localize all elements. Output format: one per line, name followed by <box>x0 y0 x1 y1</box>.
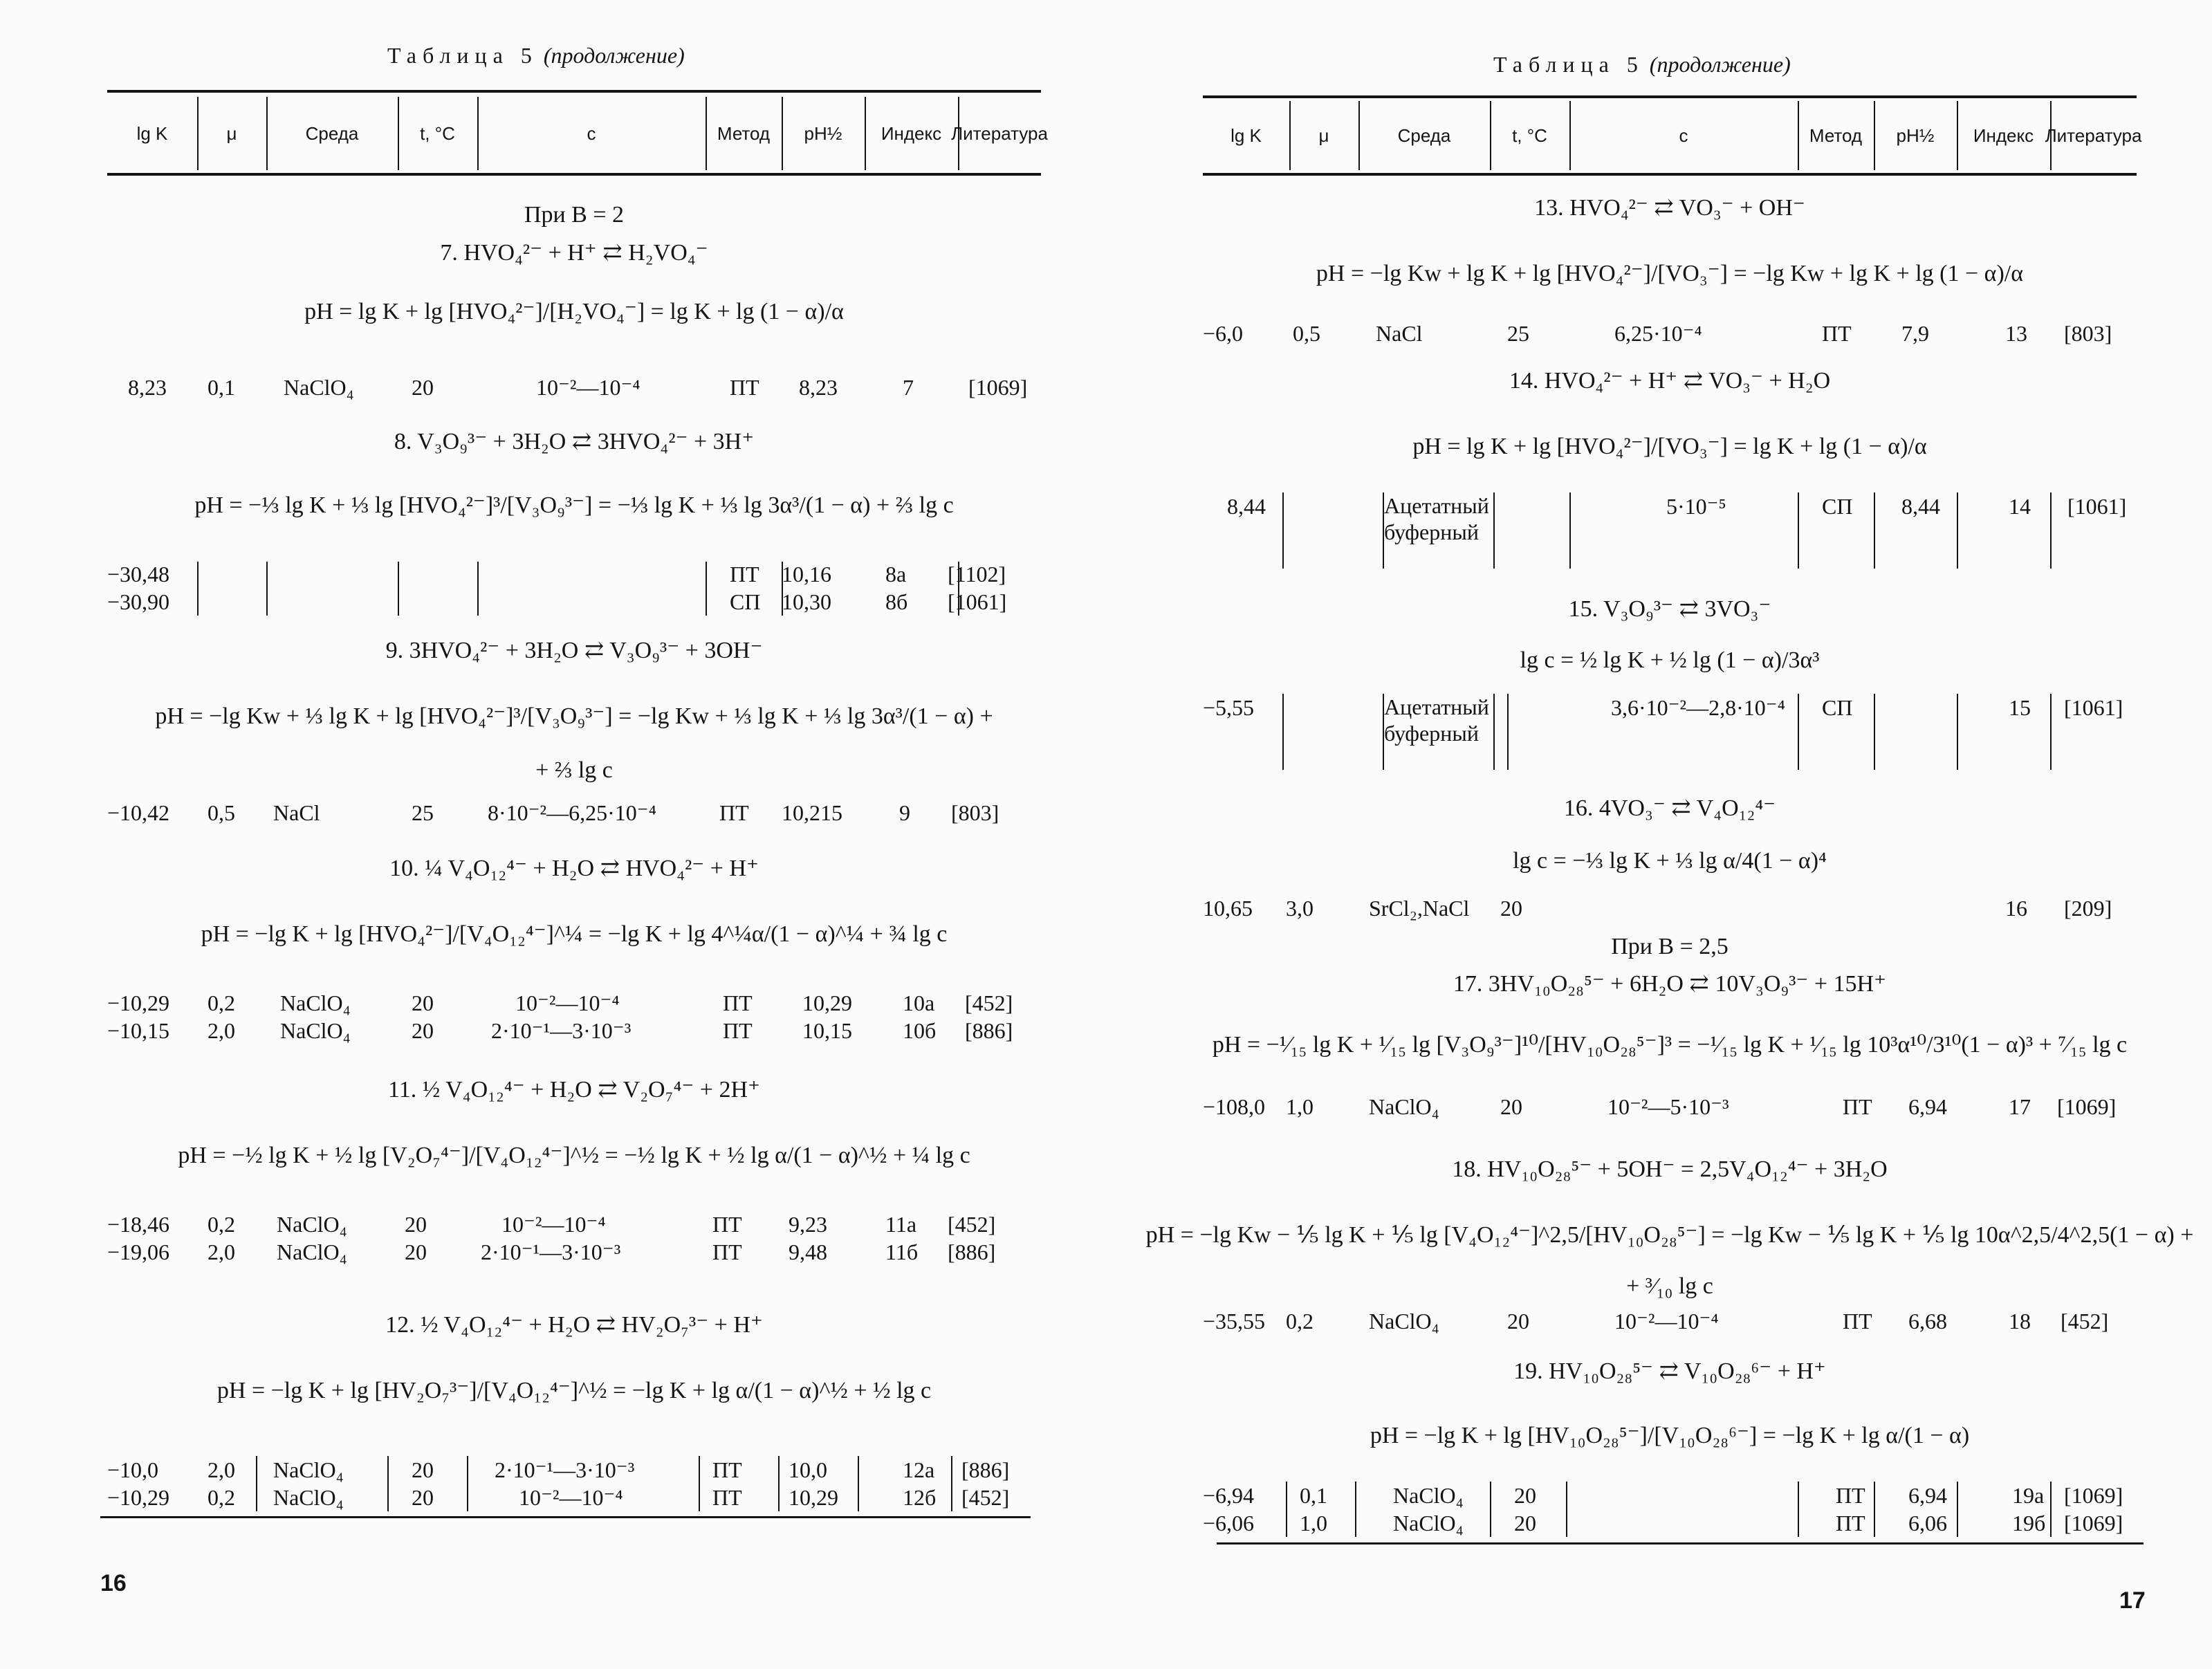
column-separator <box>782 562 783 616</box>
reaction-9-title: 9. 3HVO₄²⁻ + 3H₂O ⇄ V₃O₉³⁻ + 3OH⁻ <box>385 638 763 663</box>
cell-method: ПТ <box>1822 321 1852 346</box>
cell-literature: [1069] <box>2057 1094 2117 1119</box>
cell-concentration: 10⁻²—5·10⁻³ <box>1607 1094 1729 1119</box>
cell-temperature: 20 <box>412 990 434 1015</box>
header-separator <box>197 97 199 170</box>
cell-temperature: 20 <box>1507 1309 1529 1334</box>
cell-index: 17 <box>2009 1094 2031 1119</box>
reaction-18-title: 18. HV₁₀O₂₈⁵⁻ + 5OH⁻ = 2,5V₄O₁₂⁴⁻ + 3H₂O <box>1452 1156 1888 1182</box>
cell-literature: [886] <box>961 1457 1010 1482</box>
header-ph: pH½ <box>1896 125 1935 146</box>
table-row <box>1203 320 2137 347</box>
cell-lgk: −5,55 <box>1203 695 1255 720</box>
cell-literature: [1069] <box>2064 1483 2123 1508</box>
cell-temperature: 20 <box>412 1485 434 1510</box>
cell-mu: 0,2 <box>208 1485 235 1510</box>
column-separator <box>2050 492 2052 569</box>
cell-medium: NaClO₄ <box>277 1212 347 1237</box>
condition-b25: При B = 2,5 <box>1611 934 1729 959</box>
cell-lgk: −30,90 <box>107 589 170 614</box>
cell-literature: [1069] <box>968 375 1028 400</box>
cell-medium: NaClO₄ <box>277 1239 347 1264</box>
reaction-19-equation: pH = −lg K + lg [HV₁₀O₂₈⁵⁻]/[V₁₀O₂₈⁶⁻] = −lg K + lg α/(1 − α) <box>1370 1423 1970 1448</box>
cell-concentration: 10⁻²—10⁻⁴ <box>501 1212 606 1237</box>
header-separator <box>1798 101 1799 170</box>
column-separator <box>1490 1482 1491 1537</box>
cell-medium: NaClO₄ <box>280 1018 351 1043</box>
table-bottom-rule <box>1217 1542 2144 1544</box>
cell-concentration: 2·10⁻¹—3·10⁻³ <box>495 1457 635 1482</box>
cell-concentration: 10⁻²—10⁻⁴ <box>515 990 620 1015</box>
column-separator <box>958 562 959 616</box>
column-separator <box>2050 694 2052 770</box>
cell-index: 12б <box>903 1485 937 1510</box>
table-row <box>1203 1093 2137 1121</box>
cell-medium: SrCl₂,NaCl <box>1369 896 1470 921</box>
header-literature: Литература <box>951 123 1048 144</box>
cell-lgk: −35,55 <box>1203 1309 1266 1334</box>
column-separator <box>266 562 268 616</box>
cell-method: СП <box>730 589 761 614</box>
header-index: Индекс <box>881 123 942 144</box>
cell-index: 14 <box>2009 494 2031 519</box>
column-separator <box>1493 694 1495 770</box>
cell-lgk: 10,65 <box>1203 896 1253 921</box>
cell-concentration: 2·10⁻¹—3·10⁻³ <box>491 1018 632 1043</box>
cell-index: 19б <box>2012 1511 2046 1536</box>
column-separator <box>2050 1482 2052 1537</box>
table-row <box>1203 1307 2137 1335</box>
cell-mu: 3,0 <box>1286 896 1314 921</box>
cell-lgk: −18,46 <box>107 1212 170 1237</box>
reaction-8-title: 8. V₃O₉³⁻ + 3H₂O ⇄ 3HVO₄²⁻ + 3H⁺ <box>394 429 755 454</box>
header-temperature: t, °C <box>420 123 455 144</box>
reaction-17-equation: pH = −¹⁄₁₅ lg K + ¹⁄₁₅ lg [V₃O₉³⁻]¹⁰/[HV₁₀O₂₈⁵⁻]³ = −¹⁄₁₅ lg K + ¹⁄₁₅ lg 10³α¹⁰/3¹⁰(1 − α)³ + ⁷⁄₁₅ lg c <box>1212 1032 2128 1058</box>
cell-method: ПТ <box>723 1018 753 1043</box>
cell-lgk: −6,06 <box>1203 1511 1255 1536</box>
cell-literature: [452] <box>965 990 1013 1015</box>
column-separator <box>256 1456 257 1511</box>
cell-medium: Ацетатный буферный <box>1384 694 1489 746</box>
cell-lgk: −10,15 <box>107 1018 170 1043</box>
cell-lgk: −30,48 <box>107 562 170 587</box>
column-separator <box>1874 1482 1875 1537</box>
header-medium: Среда <box>305 123 359 144</box>
cell-mu: 1,0 <box>1286 1094 1314 1119</box>
cell-ph: 10,15 <box>802 1018 852 1043</box>
cell-ph: 10,29 <box>789 1485 838 1510</box>
table-header-rule <box>107 173 1041 176</box>
cell-medium: Ацетатный буферный <box>1384 493 1489 544</box>
header-method: Метод <box>1809 125 1863 146</box>
cell-index: 19а <box>2012 1483 2045 1508</box>
column-separator <box>1957 1482 1958 1537</box>
cell-lgk: −10,42 <box>107 800 170 825</box>
column-separator <box>1286 1482 1287 1537</box>
header-concentration: c <box>587 123 596 144</box>
cell-lgk: 8,44 <box>1227 494 1266 519</box>
cell-index: 11б <box>885 1239 919 1264</box>
cell-temperature: 20 <box>412 1457 434 1482</box>
cell-literature: [886] <box>948 1239 996 1264</box>
column-separator <box>398 562 399 616</box>
header-separator <box>1874 101 1875 170</box>
table-top-rule <box>1203 95 2137 98</box>
cell-literature: [452] <box>961 1485 1010 1510</box>
reaction-12-title: 12. ½ V₄O₁₂⁴⁻ + H₂O ⇄ HV₂O₇³⁻ + H⁺ <box>385 1312 763 1338</box>
cell-ph: 7,9 <box>1901 321 1929 346</box>
cell-index: 18 <box>2009 1309 2031 1334</box>
reaction-9-equation: pH = −lg Kw + ⅓ lg K + lg [HVO₄²⁻]³/[V₃O₉³⁻] = −lg Kw + ⅓ lg K + ⅓ lg 3α³/(1 − α) + <box>155 703 993 729</box>
cell-method: СП <box>1822 494 1853 519</box>
table-caption: Таблица 5 (продолжение) <box>387 43 685 68</box>
cell-concentration: 3,6·10⁻²—2,8·10⁻⁴ <box>1611 695 1785 720</box>
reaction-7-title: 7. HVO₄²⁻ + H⁺ ⇄ H₂VO₄⁻ <box>440 240 708 266</box>
table-caption: Таблица 5 (продолжение) <box>1493 52 1791 77</box>
cell-mu: 0,5 <box>208 800 235 825</box>
header-separator <box>398 97 399 170</box>
cell-concentration: 10⁻²—10⁻⁴ <box>536 375 640 400</box>
cell-ph: 10,16 <box>782 562 831 587</box>
cell-mu: 2,0 <box>208 1457 235 1482</box>
cell-temperature: 20 <box>1500 1094 1522 1119</box>
cell-temperature: 25 <box>1507 321 1529 346</box>
reaction-13-equation: pH = −lg Kw + lg K + lg [HVO₄²⁻]/[VO₃⁻] = −lg Kw + lg K + lg (1 − α)/α <box>1316 261 2024 286</box>
cell-index: 12а <box>903 1457 935 1482</box>
reaction-12-equation: pH = −lg K + lg [HV₂O₇³⁻]/[V₄O₁₂⁴⁻]^½ = −lg K + lg α/(1 − α)^½ + ½ lg c <box>216 1378 932 1403</box>
column-separator <box>467 1456 468 1511</box>
cell-index: 15 <box>2009 695 2031 720</box>
cell-medium: NaClO₄ <box>280 990 351 1015</box>
cell-method: ПТ <box>712 1457 742 1482</box>
cell-index: 9 <box>899 800 910 825</box>
header-lgk: lg K <box>136 123 168 144</box>
cell-mu: 0,2 <box>1286 1309 1314 1334</box>
cell-lgk: −108,0 <box>1203 1094 1266 1119</box>
header-index: Индекс <box>1973 125 2034 146</box>
header-separator <box>782 97 783 170</box>
cell-ph: 8,23 <box>799 375 838 400</box>
header-separator <box>1289 101 1291 170</box>
cell-temperature: 20 <box>405 1239 427 1264</box>
cell-mu: 0,1 <box>208 375 235 400</box>
column-separator <box>1798 492 1799 569</box>
column-separator <box>778 1456 780 1511</box>
cell-lgk: −10,0 <box>107 1457 159 1482</box>
column-separator <box>1282 694 1284 770</box>
cell-concentration: 10⁻²—10⁻⁴ <box>519 1485 623 1510</box>
column-separator <box>706 562 707 616</box>
table-row <box>107 989 1041 1017</box>
column-separator <box>951 1456 952 1511</box>
cell-index: 16 <box>2005 896 2027 921</box>
table-header-rule <box>1203 173 2137 176</box>
reaction-7-equation: pH = lg K + lg [HVO₄²⁻]/[H₂VO₄⁻] = lg K + lg (1 − α)/α <box>304 299 844 324</box>
column-separator <box>197 562 199 616</box>
cell-index: 8б <box>885 589 908 614</box>
header-method: Метод <box>717 123 771 144</box>
cell-ph: 10,29 <box>802 990 852 1015</box>
column-separator <box>1566 1482 1567 1537</box>
table-row <box>107 799 1041 827</box>
table-top-rule <box>107 90 1041 93</box>
cell-method: ПТ <box>719 800 749 825</box>
cell-lgk: −6,94 <box>1203 1483 1255 1508</box>
cell-literature: [209] <box>2064 896 2112 921</box>
cell-method: ПТ <box>712 1485 742 1510</box>
cell-concentration: 10⁻²—10⁻⁴ <box>1614 1309 1719 1334</box>
cell-temperature: 20 <box>1514 1483 1536 1508</box>
cell-concentration: 2·10⁻¹—3·10⁻³ <box>481 1239 621 1264</box>
condition-b2: При B = 2 <box>524 202 625 228</box>
cell-literature: [803] <box>2064 321 2112 346</box>
reaction-16-equation: lg c = −⅓ lg K + ⅓ lg α/4(1 − α)⁴ <box>1513 848 1827 874</box>
cell-lgk: −10,29 <box>107 1485 170 1510</box>
table-row <box>1203 694 2137 746</box>
cell-concentration: 6,25·10⁻⁴ <box>1614 321 1702 346</box>
column-separator <box>1383 492 1384 569</box>
cell-ph: 9,23 <box>789 1212 827 1237</box>
column-separator <box>1282 492 1284 569</box>
cell-concentration: 5·10⁻⁵ <box>1666 494 1726 519</box>
column-separator <box>699 1456 700 1511</box>
cell-medium: NaClO₄ <box>1369 1094 1439 1119</box>
column-separator <box>1798 1482 1799 1537</box>
cell-literature: [1069] <box>2064 1511 2123 1536</box>
cell-temperature: 20 <box>412 1018 434 1043</box>
column-separator <box>1355 1482 1356 1537</box>
reaction-18-equation-continued: + ³⁄₁₀ lg c <box>1626 1273 1713 1299</box>
table-row <box>1203 894 2137 922</box>
header-medium: Среда <box>1397 125 1451 146</box>
cell-temperature: 20 <box>1500 896 1522 921</box>
header-separator <box>865 97 866 170</box>
cell-ph: 10,30 <box>782 589 831 614</box>
table-row <box>107 1238 1041 1266</box>
cell-method: ПТ <box>730 562 759 587</box>
cell-medium: NaClO₄ <box>1393 1511 1464 1536</box>
cell-ph: 8,44 <box>1901 494 1940 519</box>
cell-literature: [1061] <box>2064 695 2123 720</box>
reaction-15-title: 15. V₃O₉³⁻ ⇄ 3VO₃⁻ <box>1568 596 1771 622</box>
cell-literature: [452] <box>948 1212 996 1237</box>
cell-ph: 10,0 <box>789 1457 827 1482</box>
table-row <box>1203 492 2137 544</box>
table-row <box>1203 1509 2137 1537</box>
header-separator <box>2050 101 2052 170</box>
cell-mu: 0,2 <box>208 990 235 1015</box>
header-separator <box>1358 101 1360 170</box>
cell-method: ПТ <box>1836 1483 1865 1508</box>
cell-mu: 1,0 <box>1300 1511 1327 1536</box>
column-separator <box>1874 492 1875 569</box>
header-temperature: t, °C <box>1512 125 1547 146</box>
cell-ph: 10,215 <box>782 800 842 825</box>
cell-index: 11а <box>885 1212 917 1237</box>
header-ph: pH½ <box>804 123 842 144</box>
reaction-10-title: 10. ¼ V₄O₁₂⁴⁻ + H₂O ⇄ HVO₄²⁻ + H⁺ <box>389 856 759 881</box>
cell-medium: NaClO₄ <box>273 1485 344 1510</box>
header-separator <box>1490 101 1491 170</box>
cell-method: ПТ <box>730 375 759 400</box>
column-separator <box>1957 694 1958 770</box>
cell-medium: NaClO₄ <box>284 375 354 400</box>
column-separator <box>477 562 479 616</box>
table-row <box>107 374 1041 401</box>
header-lgk: lg K <box>1231 125 1262 146</box>
cell-mu: 0,1 <box>1300 1483 1327 1508</box>
cell-medium: NaClO₄ <box>1393 1483 1464 1508</box>
cell-concentration: 8·10⁻²—6,25·10⁻⁴ <box>488 800 656 825</box>
cell-mu: 0,5 <box>1293 321 1320 346</box>
header-separator <box>958 97 959 170</box>
header-concentration: c <box>1679 125 1688 146</box>
cell-lgk: −19,06 <box>107 1239 170 1264</box>
cell-literature: [1061] <box>948 589 1007 614</box>
header-separator <box>706 97 707 170</box>
cell-literature: [803] <box>951 800 999 825</box>
table-row <box>107 560 1041 588</box>
cell-literature: [1061] <box>2067 494 2127 519</box>
column-separator <box>1798 694 1799 770</box>
cell-temperature: 20 <box>412 375 434 400</box>
reaction-9-equation-continued: + ⅔ lg c <box>535 757 613 783</box>
reaction-8-equation: pH = −⅓ lg K + ⅓ lg [HVO₄²⁻]³/[V₃O₉³⁻] = −⅓ lg K + ⅓ lg 3α³/(1 − α) + ⅔ lg c <box>194 492 954 518</box>
header-separator <box>1569 101 1571 170</box>
reaction-10-equation: pH = −lg K + lg [HVO₄²⁻]/[V₄O₁₂⁴⁻]^¼ = −lg K + lg 4^¼α/(1 − α)^¼ + ¾ lg c <box>201 921 948 947</box>
cell-index: 7 <box>903 375 914 400</box>
reaction-13-title: 13. HVO₄²⁻ ⇄ VO₃⁻ + OH⁻ <box>1534 195 1805 221</box>
cell-lgk: −10,29 <box>107 990 170 1015</box>
cell-mu: 2,0 <box>208 1239 235 1264</box>
table-row <box>107 1484 1041 1511</box>
cell-lgk: −6,0 <box>1203 321 1244 346</box>
cell-method: ПТ <box>1836 1511 1865 1536</box>
table-row <box>107 588 1041 616</box>
cell-medium: NaClO₄ <box>273 1457 344 1482</box>
cell-ph: 9,48 <box>789 1239 827 1264</box>
cell-literature: [886] <box>965 1018 1013 1043</box>
header-literature: Литература <box>2045 125 2142 146</box>
reaction-11-title: 11. ½ V₄O₁₂⁴⁻ + H₂O ⇄ V₂O₇⁴⁻ + 2H⁺ <box>388 1077 760 1103</box>
cell-index: 10а <box>903 990 935 1015</box>
page-number: 17 <box>2119 1587 2146 1614</box>
column-separator <box>1493 492 1495 569</box>
cell-mu: 0,2 <box>208 1212 235 1237</box>
cell-medium: NaCl <box>273 800 320 825</box>
cell-ph: 6,94 <box>1908 1483 1947 1508</box>
table-row <box>107 1017 1041 1044</box>
reaction-14-title: 14. HVO₄²⁻ + H⁺ ⇄ VO₃⁻ + H₂O <box>1509 368 1831 394</box>
reaction-16-title: 16. 4VO₃⁻ ⇄ V₄O₁₂⁴⁻ <box>1563 795 1776 821</box>
cell-index: 10б <box>903 1018 937 1043</box>
column-separator <box>1874 694 1875 770</box>
column-separator <box>858 1456 859 1511</box>
cell-temperature: 25 <box>412 800 434 825</box>
cell-literature: [1102] <box>948 562 1006 587</box>
cell-ph: 6,06 <box>1908 1511 1947 1536</box>
cell-temperature: 20 <box>405 1212 427 1237</box>
column-separator <box>1569 492 1571 569</box>
header-separator <box>1957 101 1958 170</box>
cell-method: СП <box>1822 695 1853 720</box>
reaction-19-title: 19. HV₁₀O₂₈⁵⁻ ⇄ V₁₀O₂₈⁶⁻ + H⁺ <box>1513 1358 1826 1384</box>
header-mu: μ <box>1318 125 1329 146</box>
page-number: 16 <box>100 1570 127 1596</box>
reaction-15-equation: lg c = ½ lg K + ½ lg (1 − α)/3α³ <box>1520 647 1820 673</box>
table-row <box>107 1210 1041 1238</box>
cell-medium: NaCl <box>1376 321 1423 346</box>
column-separator <box>1383 694 1384 770</box>
column-separator <box>1507 694 1509 770</box>
column-separator <box>387 1456 389 1511</box>
header-separator <box>477 97 479 170</box>
cell-method: ПТ <box>1843 1094 1872 1119</box>
reaction-14-equation: pH = lg K + lg [HVO₄²⁻]/[VO₃⁻] = lg K + lg (1 − α)/α <box>1412 434 1927 459</box>
cell-method: ПТ <box>712 1239 742 1264</box>
cell-method: ПТ <box>1843 1309 1872 1334</box>
reaction-11-equation: pH = −½ lg K + ½ lg [V₂O₇⁴⁻]/[V₄O₁₂⁴⁻]^½ = −½ lg K + ½ lg α/(1 − α)^½ + ¼ lg c <box>178 1143 970 1168</box>
cell-ph: 6,94 <box>1908 1094 1947 1119</box>
cell-mu: 2,0 <box>208 1018 235 1043</box>
reaction-18-equation: pH = −lg Kw − ⅕ lg K + ⅕ lg [V₄O₁₂⁴⁻]^2,5/[HV₁₀O₂₈⁵⁻] = −lg Kw − ⅕ lg K + ⅕ lg 10α^2,5/4^2,5(1 − α) + <box>1145 1222 2194 1248</box>
cell-index: 13 <box>2005 321 2027 346</box>
cell-method: ПТ <box>723 990 753 1015</box>
header-mu: μ <box>226 123 237 144</box>
column-separator <box>1957 492 1958 569</box>
cell-temperature: 20 <box>1514 1511 1536 1536</box>
reaction-17-title: 17. 3HV₁₀O₂₈⁵⁻ + 6H₂O ⇄ 10V₃O₉³⁻ + 15H⁺ <box>1453 971 1887 997</box>
table-bottom-rule <box>100 1516 1031 1518</box>
table-row <box>1203 1482 2137 1509</box>
cell-lgk: 8,23 <box>128 375 167 400</box>
cell-index: 8а <box>885 562 907 587</box>
table-row <box>107 1456 1041 1484</box>
right-page <box>1106 0 2212 1669</box>
cell-method: ПТ <box>712 1212 742 1237</box>
cell-medium: NaClO₄ <box>1369 1309 1439 1334</box>
cell-ph: 6,68 <box>1908 1309 1947 1334</box>
cell-literature: [452] <box>2061 1309 2109 1334</box>
header-separator <box>266 97 268 170</box>
